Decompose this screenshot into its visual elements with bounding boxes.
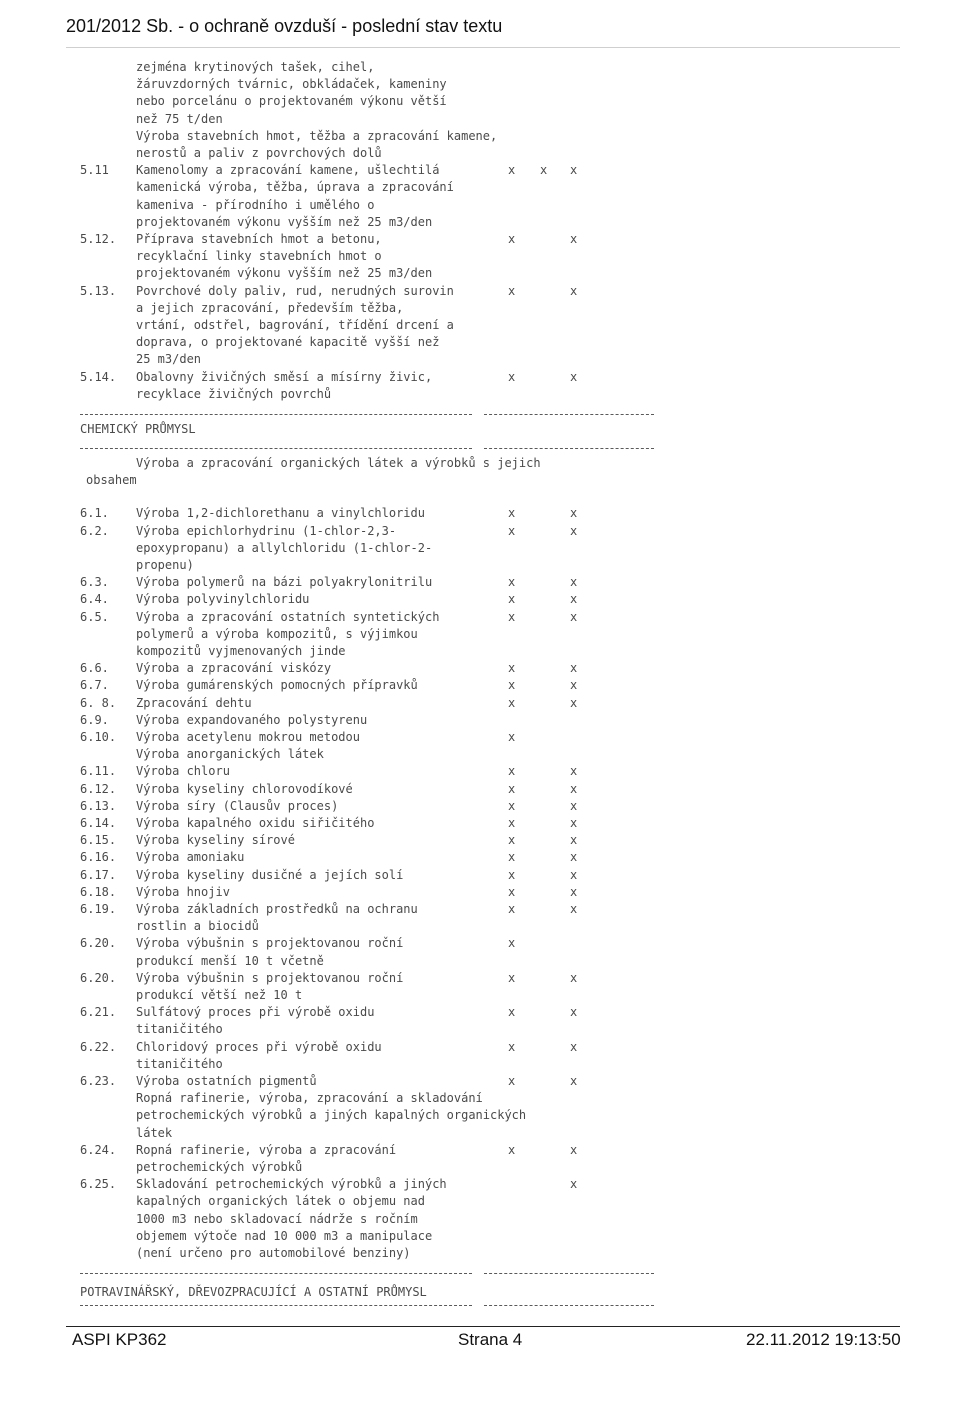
- footer-product: ASPI KP362: [72, 1330, 167, 1349]
- mark-column-1: x: [508, 816, 516, 830]
- mark-column-3: x: [570, 1142, 578, 1157]
- dashed-rule: [80, 448, 472, 449]
- item-description: 1000 m3 nebo skladovací nádrže s ročním: [136, 1211, 418, 1226]
- item-description: produkcí menší 10 t včetně: [136, 953, 324, 968]
- item-description: Obalovny živičných směsí a mísírny živic,: [136, 369, 433, 384]
- mark-column-1: x: [508, 609, 516, 624]
- item-number: 6.23.: [80, 1074, 117, 1088]
- item-description: Výroba a zpracování viskózy: [136, 661, 332, 676]
- item-description: Ropná rafinerie, výroba a zpracování: [136, 1142, 397, 1157]
- item-description: Výroba amoniaku: [136, 850, 245, 865]
- mark-column-3: x: [570, 970, 578, 985]
- item-description: kameniva - přírodního i umělého o: [136, 197, 375, 212]
- mark-column-1: x: [508, 592, 516, 607]
- item-number: 6.13.: [80, 798, 117, 813]
- item-number: 6.16.: [80, 850, 117, 865]
- text-line: nerostů a paliv z povrchových dolů: [136, 146, 382, 160]
- item-number: 6.7.: [80, 678, 109, 693]
- item-description: látek: [136, 1125, 173, 1140]
- item-description: projektovaném výkonu vyšším než 25 m3/den: [136, 214, 433, 229]
- item-description: Výroba hnojiv: [136, 884, 230, 899]
- dashed-rule: [484, 414, 654, 415]
- item-description: Výroba kyseliny dusičné a jejích solí: [136, 867, 404, 882]
- text-line: Výroba stavebních hmot, těžba a zpracování kamene,: [136, 128, 498, 143]
- mark-column-1: x: [508, 867, 516, 882]
- item-description: Výroba výbušnin s projektovanou roční: [136, 970, 404, 985]
- item-description: Ropná rafinerie, výroba, zpracování a skladování: [136, 1091, 483, 1106]
- mark-column-1: x: [508, 163, 516, 178]
- mark-column-1: x: [508, 798, 516, 813]
- dashed-rule: [484, 448, 654, 449]
- item-description: Sulfátový proces při výrobě oxidu: [136, 1005, 375, 1020]
- mark-column-1: x: [508, 781, 516, 796]
- item-description: vrtání, odstřel, bagrování, třídění drcení a: [136, 318, 454, 332]
- mark-column-3: x: [570, 764, 578, 779]
- mark-column-3: x: [570, 592, 578, 607]
- mark-column-3: x: [570, 523, 578, 538]
- mark-column-3: x: [570, 798, 578, 813]
- item-description: objemem výtoče nad 10 000 m3 a manipulace: [136, 1228, 433, 1243]
- text-line: žáruvzdorných tvárnic, obkládaček, kameniny: [136, 77, 447, 92]
- item-description: recyklační linky stavebních hmot o: [136, 249, 382, 264]
- item-description: Výroba epichlorhydrinu (1-chlor-2,3-: [136, 523, 397, 538]
- item-number: 6.9.: [80, 712, 109, 727]
- item-description: kamenická výroba, těžba, úprava a zpracování: [136, 180, 454, 195]
- item-description: Výroba kyseliny sírové: [136, 833, 295, 848]
- item-description: epoxypropanu) a allylchloridu (1-chlor-2-: [136, 540, 433, 555]
- mark-column-1: x: [508, 936, 516, 951]
- item-description: a jejich zpracování, především těžba,: [136, 300, 404, 315]
- mark-column-3: x: [570, 369, 578, 384]
- item-number: 6.11.: [80, 764, 117, 779]
- item-description: Výroba gumárenských pomocných přípravků: [136, 678, 418, 693]
- item-description: Výroba základních prostředků na ochranu: [136, 902, 418, 916]
- item-description: recyklace živičných povrchů: [136, 386, 332, 401]
- item-description: Skladování petrochemických výrobků a jiných: [136, 1177, 447, 1192]
- item-description: kapalných organických látek o objemu nad: [136, 1194, 425, 1209]
- mark-column-3: x: [570, 867, 578, 882]
- dashed-rule: [484, 1273, 654, 1274]
- item-number: 6.20.: [80, 936, 117, 951]
- mark-column-1: x: [508, 730, 516, 744]
- item-description: Zpracování dehtu: [136, 695, 252, 710]
- mark-column-1: x: [508, 764, 516, 779]
- item-number: 6.22.: [80, 1039, 117, 1054]
- mark-column-1: x: [508, 678, 516, 693]
- mark-column-3: x: [570, 283, 578, 298]
- item-number: 6.24.: [80, 1142, 117, 1157]
- mark-column-1: x: [508, 884, 516, 899]
- item-description: Výroba polymerů na bázi polyakrylonitrilu: [136, 575, 433, 590]
- mark-column-1: x: [508, 1074, 516, 1088]
- item-number: 6.3.: [80, 575, 109, 590]
- mark-column-3: x: [570, 695, 578, 710]
- item-description: titaničitého: [136, 1056, 223, 1071]
- item-description: rostlin a biocidů: [136, 919, 259, 934]
- section-heading-food: POTRAVINÁŘSKÝ, DŘEVOZPRACUJÍCÍ A OSTATNÍ PRŮMYSL: [80, 1285, 427, 1300]
- header-divider: [66, 47, 900, 48]
- item-description: titaničitého: [136, 1022, 223, 1037]
- mark-column-1: x: [508, 1005, 516, 1020]
- mark-column-1: x: [508, 575, 516, 590]
- item-number: 6.6.: [80, 661, 109, 676]
- item-description: Výroba ostatních pigmentů: [136, 1074, 317, 1088]
- mark-column-1: x: [508, 1039, 516, 1054]
- item-number: 6.19.: [80, 902, 117, 916]
- mark-column-1: x: [508, 369, 516, 384]
- text-line: než 75 t/den: [136, 111, 223, 126]
- item-description: Výroba acetylenu mokrou metodou: [136, 730, 360, 744]
- section-intro: Výroba a zpracování organických látek a výrobků s jejich: [136, 456, 541, 470]
- item-description: Chloridový proces při výrobě oxidu: [136, 1039, 382, 1054]
- item-description: Výroba 1,2-dichlorethanu a vinylchloridu: [136, 506, 425, 521]
- item-number: 6.20.: [80, 970, 117, 985]
- item-description: projektovaném výkonu vyšším než 25 m3/den: [136, 266, 433, 281]
- item-number: 6.21.: [80, 1005, 117, 1020]
- mark-column-2: x: [540, 163, 548, 178]
- mark-column-1: x: [508, 661, 516, 676]
- dashed-rule: [484, 1305, 654, 1306]
- footer-timestamp: 22.11.2012 19:13:50: [746, 1330, 901, 1349]
- mark-column-3: x: [570, 163, 578, 178]
- mark-column-3: x: [570, 609, 578, 624]
- text-line: nebo porcelánu o projektovaném výkonu větší: [136, 94, 447, 109]
- mark-column-3: x: [570, 506, 578, 521]
- item-description: petrochemických výrobků a jiných kapalných organických: [136, 1108, 527, 1123]
- item-number: 6.15.: [80, 833, 117, 848]
- item-description: Výroba kapalného oxidu siřičitého: [136, 816, 375, 830]
- mark-column-1: x: [508, 850, 516, 865]
- item-number: 6.17.: [80, 867, 117, 882]
- item-description: produkcí větší než 10 t: [136, 988, 303, 1002]
- item-description: doprava, o projektované kapacitě vyšší než: [136, 335, 440, 350]
- item-description: propenu): [136, 558, 194, 572]
- dashed-rule: [80, 414, 472, 415]
- item-description: Výroba anorganických látek: [136, 747, 324, 762]
- mark-column-3: x: [570, 575, 578, 590]
- item-number: 6. 8.: [80, 695, 117, 710]
- item-number: 6.14.: [80, 816, 117, 830]
- mark-column-3: x: [570, 781, 578, 796]
- mark-column-3: x: [570, 1074, 578, 1088]
- mark-column-1: x: [508, 695, 516, 710]
- item-number: 6.4.: [80, 592, 109, 607]
- mark-column-1: x: [508, 833, 516, 848]
- mark-column-1: x: [508, 902, 516, 916]
- item-description: Příprava stavebních hmot a betonu,: [136, 232, 382, 246]
- document-header-title: 201/2012 Sb. - o ochraně ovzduší - poslední stav textu: [66, 16, 503, 36]
- item-description: polymerů a výroba kompozitů, s výjimkou: [136, 626, 418, 641]
- mark-column-1: x: [508, 970, 516, 985]
- item-description: 25 m3/den: [136, 352, 202, 367]
- mark-column-3: x: [570, 833, 578, 848]
- item-description: Výroba expandovaného polystyrenu: [136, 712, 368, 727]
- item-number: 6.12.: [80, 781, 117, 796]
- item-description: (není určeno pro automobilové benziny): [136, 1246, 411, 1260]
- item-description: petrochemických výrobků: [136, 1160, 303, 1174]
- item-number: 6.1.: [80, 506, 109, 521]
- item-description: Výroba chloru: [136, 764, 230, 779]
- mark-column-3: x: [570, 902, 578, 916]
- text-line: zejména krytinových tašek, cihel,: [136, 60, 375, 74]
- mark-column-3: x: [570, 1177, 578, 1192]
- mark-column-3: x: [570, 661, 578, 676]
- item-number: 5.11: [80, 163, 109, 178]
- mark-column-1: x: [508, 506, 516, 521]
- mark-column-1: x: [508, 283, 516, 298]
- footer-divider: [66, 1326, 900, 1327]
- mark-column-1: x: [508, 523, 516, 538]
- item-number: 5.12.: [80, 232, 117, 246]
- item-number: 6.10.: [80, 730, 117, 744]
- item-description: kompozitů vyjmenovaných jinde: [136, 644, 346, 658]
- item-number: 6.2.: [80, 523, 109, 538]
- mark-column-3: x: [570, 1005, 578, 1020]
- section-heading-chemical: CHEMICKÝ PRŮMYSL: [80, 422, 196, 436]
- item-description: Výroba a zpracování ostatních syntetických: [136, 609, 440, 624]
- item-number: 5.13.: [80, 283, 117, 298]
- mark-column-3: x: [570, 1039, 578, 1054]
- item-description: Kamenolomy a zpracování kamene, ušlechtilá: [136, 163, 440, 178]
- item-number: 6.18.: [80, 884, 117, 899]
- item-description: Povrchové doly paliv, rud, nerudných surovin: [136, 283, 454, 298]
- mark-column-1: x: [508, 1142, 516, 1157]
- item-description: Výroba síry (Clausův proces): [136, 798, 339, 813]
- item-description: Výroba výbušnin s projektovanou roční: [136, 936, 404, 951]
- item-description: Výroba kyseliny chlorovodíkové: [136, 781, 353, 796]
- dashed-rule: [80, 1305, 472, 1306]
- mark-column-1: x: [508, 232, 516, 246]
- mark-column-3: x: [570, 816, 578, 830]
- item-number: 5.14.: [80, 369, 117, 384]
- section-intro: obsahem: [86, 473, 137, 488]
- mark-column-3: x: [570, 678, 578, 693]
- mark-column-3: x: [570, 850, 578, 865]
- item-description: Výroba polyvinylchloridu: [136, 592, 310, 607]
- footer-page-number: Strana 4: [458, 1330, 523, 1349]
- item-number: 6.5.: [80, 609, 109, 624]
- mark-column-3: x: [570, 884, 578, 899]
- dashed-rule: [80, 1273, 472, 1274]
- item-number: 6.25.: [80, 1177, 117, 1192]
- mark-column-3: x: [570, 232, 578, 246]
